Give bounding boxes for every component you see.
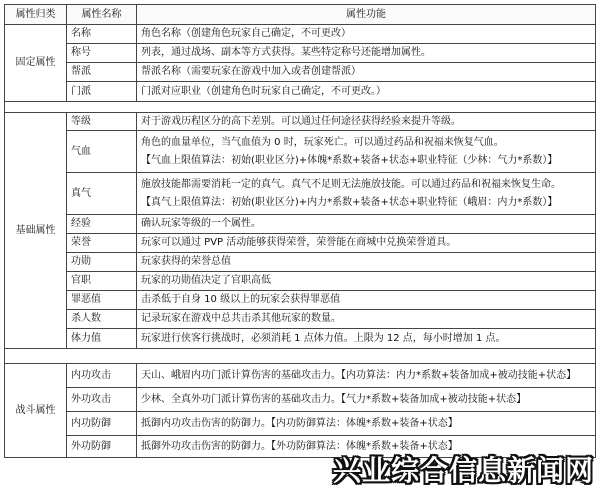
attr-desc: 玩家可以通过 PVP 活动能够获得荣誉，荣誉能在商城中兑换荣誉道具。 [137, 234, 596, 253]
attr-name: 内功防御 [67, 412, 137, 436]
attribute-table [4, 4, 596, 458]
table-row [5, 82, 596, 102]
attr-formula: 【气血上限值算法：初始(职业区分)+体魄*系数+装备+状态+职业特征（少林：气力*系数）】 [141, 154, 558, 166]
attr-formula: 【真气上限值算法：初始(职业区分)+内力*系数+装备+状态+职业特征（峨眉：内力*系数）】 [141, 196, 558, 208]
header-category: 属性归类 [5, 5, 67, 25]
attr-desc: 施放技能都需要消耗一定的真气。真气不足则无法施放技能。可以通过药品和祝福来恢复生命。 [141, 179, 561, 190]
attr-name: 功勋 [67, 253, 137, 272]
table-row [5, 173, 596, 215]
table-row [5, 388, 596, 412]
attr-name: 官职 [67, 272, 137, 291]
attr-name: 经验 [67, 215, 137, 234]
table-row [5, 253, 596, 272]
attr-name: 罪恶值 [67, 291, 137, 310]
table-row [5, 412, 596, 436]
table-row [5, 310, 596, 329]
watermark: 兴业综合信息新闻网 [332, 454, 594, 487]
attr-name: 外功防御 [67, 436, 137, 458]
attr-desc: 抵御外功攻击伤害的防御力。【外功防御算法：体魄*系数+装备+状态】 [137, 436, 596, 458]
attr-desc: 记录玩家在游戏中总共击杀其他玩家的数量。 [137, 310, 596, 329]
attr-name: 帮派 [67, 63, 137, 82]
attr-name: 体力值 [67, 329, 137, 349]
attr-name: 名称 [67, 25, 137, 44]
attr-name: 杀人数 [67, 310, 137, 329]
category-basic: 基础属性 [5, 113, 67, 349]
table-header [5, 5, 596, 25]
table-spacer [5, 102, 596, 113]
attr-name: 等级 [67, 113, 137, 131]
attr-desc: 门派对应职业（创建角色时玩家自己确定，不可更改。） [137, 82, 596, 102]
table-row [5, 25, 596, 44]
attr-name: 称号 [67, 44, 137, 63]
attr-desc: 玩家获得的荣誉总值 [137, 253, 596, 272]
category-combat: 战斗属性 [5, 364, 67, 458]
table-row [5, 291, 596, 310]
attr-name: 真气 [67, 173, 137, 215]
attr-desc: 玩家进行侠客行挑战时，必须消耗 1 点体力值。上限为 12 点，每小时增加 1 点。 [137, 329, 596, 349]
attr-desc: 列表，通过战场、副本等方式获得。某些特定称号还能增加属性。 [137, 44, 596, 63]
attr-desc-cell [137, 173, 596, 215]
attr-desc: 击杀低于自身 10 级以上的玩家会获得罪恶值 [137, 291, 596, 310]
attr-desc-cell [137, 131, 596, 173]
attr-name: 内功攻击 [67, 364, 137, 388]
attr-desc: 角色名称（创建角色玩家自己确定，不可更改） [137, 25, 596, 44]
attr-desc: 抵御内功攻击伤害的防御力。【内功防御算法：体魄*系数+装备+状态】 [137, 412, 596, 436]
attr-name: 荣誉 [67, 234, 137, 253]
table-row [5, 44, 596, 63]
table-row [5, 234, 596, 253]
category-fixed: 固定属性 [5, 25, 67, 102]
table-row [5, 272, 596, 291]
attr-desc: 玩家的功勋值决定了官职高低 [137, 272, 596, 291]
attr-name: 外功攻击 [67, 388, 137, 412]
table-row [5, 131, 596, 173]
attr-name: 气血 [67, 131, 137, 173]
attr-desc: 少林、全真外功门派计算伤害的基础攻击力。【气力*系数+装备加成+被动技能+状态】 [137, 388, 596, 412]
header-name: 属性名称 [67, 5, 137, 25]
attr-desc: 角色的血量单位，当气血值为 0 时，玩家死亡。可以通过药品和祝福来恢复气血。 [141, 137, 504, 148]
table-spacer [5, 349, 596, 364]
attr-desc: 天山、峨眉内功门派计算伤害的基础攻击力。【内功算法：内力*系数+装备加成+被动技能+状态】 [137, 364, 596, 388]
attr-desc: 对于游戏历程区分的高下差别。可以通过任何途径获得经验来提升等级。 [137, 113, 596, 131]
attr-desc: 确认玩家等级的一个属性。 [137, 215, 596, 234]
header-function: 属性功能 [137, 5, 596, 25]
table-row [5, 329, 596, 349]
table-row [5, 113, 596, 131]
table-row [5, 215, 596, 234]
table-row [5, 364, 596, 388]
attr-desc: 帮派名称（需要玩家在游戏中加入或者创建帮派） [137, 63, 596, 82]
attr-name: 门派 [67, 82, 137, 102]
table-row [5, 63, 596, 82]
